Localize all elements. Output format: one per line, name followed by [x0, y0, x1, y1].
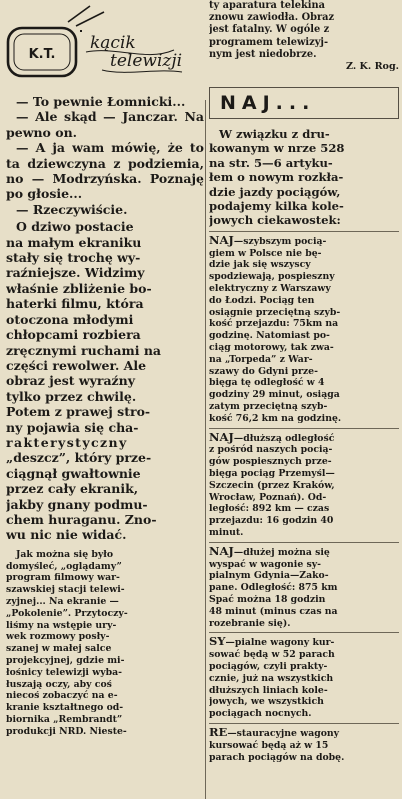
p1-line: raźniejsze. Widzimy	[6, 265, 145, 281]
p2-line: „Pokolenie”. Przytoczy-	[6, 607, 128, 619]
logo-script-2: telewizji	[110, 51, 183, 71]
p1-line: „deszcz”, który prze-	[6, 450, 152, 466]
dialogue-line-3: — A ja wam mówię, że to ta dziewczyna z podziemia, no — Modrzyńska. Poznaję po głosie...	[6, 140, 204, 202]
author-signature: Z. K. Rog.	[346, 61, 399, 73]
fact-line: godziny 29 minut, osiąga	[209, 389, 340, 401]
intro-line: dzie jazdy pociągów,	[209, 184, 341, 199]
p1-line: chłopcami rozbiera	[6, 327, 141, 343]
fact-line: wyspać w wagonie sy-	[209, 558, 321, 570]
p2-line: kranie kształtnego od-	[6, 702, 124, 714]
p2-line: Jak można się było	[16, 548, 114, 560]
dialogue-line-4: — Rzeczywiście.	[16, 201, 128, 217]
section-rule	[209, 428, 399, 429]
naj-title-box	[209, 87, 399, 119]
p1-line: wu nic nie widać.	[6, 527, 127, 543]
continuation-text	[209, 0, 399, 61]
p2-line: zyjnej... Na ekranie —	[6, 595, 119, 607]
intro-text	[209, 127, 399, 228]
p1-line: tylko przez chwilę.	[6, 388, 137, 404]
cont-line: ty aparatura telekina	[209, 0, 325, 11]
fact-line: dłuższych liniach kole-	[209, 684, 328, 696]
fact-line: bięga tę odległość w 4	[209, 377, 325, 389]
fact-line: do Łodzi. Pociąg ten	[209, 294, 315, 306]
logo-script-1: kącik	[90, 33, 136, 53]
fact-line: kursować będą aż w 15	[209, 739, 329, 751]
cont-line: jest fatalny. W ogóle z	[209, 24, 330, 36]
cont-line: programem telewizyj-	[209, 36, 329, 48]
p1-line: Potem z prawej stro-	[6, 404, 151, 420]
p1-line: ny pojawia się cha-	[6, 419, 139, 435]
p1-line: haterki filmu, która	[6, 296, 144, 312]
fact-line: osiągnie przeciętną szyb-	[209, 306, 341, 318]
p2-line: niecoś zobaczyć na e-	[6, 690, 118, 702]
fact-line: szawy do Gdyni prze-	[209, 365, 318, 377]
fact-line: —szybszym pocią-	[233, 235, 327, 247]
fact-keyword: NAJ	[209, 429, 234, 444]
fact-line: elektryczny z Warszawy	[209, 283, 331, 295]
fact-line: minut.	[209, 526, 244, 538]
p1-line: ciągnął gwałtownie	[6, 465, 141, 481]
p2-line: szawskiej stacji telewi-	[6, 584, 125, 596]
tv-logo-icon	[6, 2, 204, 82]
left-column	[6, 0, 204, 799]
p1-line: rakterystyczny	[6, 434, 128, 450]
intro-line: łem o nowym rozkła-	[209, 170, 344, 185]
fact-item-5	[209, 724, 399, 763]
fact-item-2	[209, 429, 399, 539]
p1-line: otoczona młodymi	[6, 311, 134, 327]
dialogue-line-2: — Ale skąd — Janczar. Na pewno on.	[6, 109, 204, 140]
fact-item-4	[209, 636, 399, 720]
fact-line: na „Torpeda” z War-	[209, 353, 313, 365]
dialogue-line-1: — To pewnie Łomnicki...	[16, 94, 186, 109]
fact-line: sować będą w 52 parach	[209, 649, 335, 661]
p2-line: domyśleć, „oglądamy”	[6, 560, 122, 572]
fact-line: —stauracyjne wagony	[227, 727, 340, 739]
fact-line: gów pospiesznych prze-	[209, 456, 332, 468]
fact-keyword: RE	[209, 724, 228, 739]
p1-line: zręcznymi ruchami na	[6, 342, 162, 358]
section-rule	[209, 723, 399, 724]
column-divider	[205, 100, 206, 799]
fact-line: —pialne wagony kur-	[225, 637, 335, 649]
section-rule	[209, 632, 399, 633]
fact-line: pialnym Gdynia—Zako-	[209, 570, 329, 582]
p1-line: przez cały ekranik,	[6, 481, 139, 497]
fact-line: ległość: 892 km — czas	[209, 503, 330, 515]
fact-line: przejazdu: 16 godzin 40	[209, 515, 334, 527]
fact-line: giem w Polsce nie bę-	[209, 247, 322, 259]
p2-line: wek rozmowy posły-	[6, 631, 110, 643]
fact-line: ciąg motorowy, tak zwa-	[209, 342, 334, 354]
p1-line: stały się trochę wy-	[6, 250, 141, 266]
fact-keyword: NAJ	[209, 543, 234, 558]
naj-title: NAJ...	[220, 92, 316, 115]
intro-line: W związku z dru-	[219, 127, 330, 142]
fact-line: godzinę. Natomiast po-	[209, 330, 330, 342]
fact-line: zatym przeciętną szyb-	[209, 401, 328, 413]
intro-line: na str. 5—6 artyku-	[209, 155, 333, 170]
fact-item-1	[209, 232, 399, 425]
fact-line: Szczecin (przez Kraków,	[209, 479, 335, 491]
p1-line: właśnie zbliżenie bo-	[6, 280, 152, 296]
fact-line: pane. Odległość: 875 km	[209, 582, 338, 594]
p2-line: projekcyjnej, gdzie mi-	[6, 654, 125, 666]
fact-keyword: SY	[209, 634, 226, 649]
logo-badge: K.T.	[28, 47, 56, 62]
section-rule	[209, 231, 399, 232]
fact-line: jowych, we wszystkich	[209, 696, 324, 708]
p2-line: biornika „Rembrandt”	[6, 713, 123, 725]
intro-line: kowanym w nrze 528	[209, 141, 345, 156]
fact-line: dzie jak się wszyscy	[209, 259, 311, 271]
tv-corner-logo	[6, 2, 204, 82]
cont-line: znowu zawiodła. Obraz	[209, 12, 335, 24]
paragraph-1	[6, 219, 204, 543]
intro-line: jowych ciekawostek:	[209, 213, 341, 228]
fact-line: 48 minut (minus czas na	[209, 605, 338, 617]
p2-line: produkcji NRD. Nieste-	[6, 725, 127, 737]
p2-line: liśmy na wstępie ury-	[6, 619, 117, 631]
fact-line: kość 76,2 km na godzinę.	[209, 412, 342, 424]
fact-line: pociągów, czyli prakty-	[209, 660, 328, 672]
right-column	[209, 0, 399, 799]
fact-keyword: NAJ	[209, 232, 234, 247]
fact-line: spodziewają, pospieszny	[209, 271, 335, 283]
fact-line: bięga pociąg Przemyśl—	[209, 468, 335, 479]
intro-line: podajemy kilka kole-	[209, 199, 344, 214]
p2-line: szanej w małej salce	[6, 643, 112, 655]
paragraph-2	[6, 549, 204, 738]
p1-line: na małym ekraniku	[6, 234, 142, 250]
fact-line: z pośród naszych pocią-	[209, 444, 333, 456]
p2-line: program filmowy war-	[6, 572, 120, 584]
fact-line: cznie, już na wszystkich	[209, 672, 334, 684]
fact-line: parach pociągów na dobę.	[209, 751, 345, 763]
cont-line: nym jest niedobrze.	[209, 48, 317, 60]
p2-line: łośnicy telewizji wyba-	[6, 666, 122, 678]
fact-line: —dłużej można się	[233, 546, 330, 558]
fact-line: kość przejazdu: 75km na	[209, 318, 339, 330]
fact-line: Spać można 18 godzin	[209, 593, 326, 605]
p2-line: łuszają oczy, aby coś	[6, 678, 112, 690]
fact-line: —dłuższą odległość	[233, 432, 335, 444]
p1-line: części rewolwer. Ale	[6, 357, 147, 373]
section-rule	[209, 542, 399, 543]
p1-line: O dziwo postacie	[16, 219, 134, 235]
p1-line: jakby gnany podmu-	[6, 496, 148, 512]
fact-line: Wrocław, Poznań). Od-	[209, 491, 327, 503]
fact-line: rozebranie się).	[209, 617, 291, 629]
fact-line: pociągach nocnych.	[209, 708, 312, 720]
fact-item-3	[209, 543, 399, 630]
p1-line: obraz jest wyraźny	[6, 373, 136, 389]
p1-line: chem huraganu. Zno-	[6, 511, 157, 527]
